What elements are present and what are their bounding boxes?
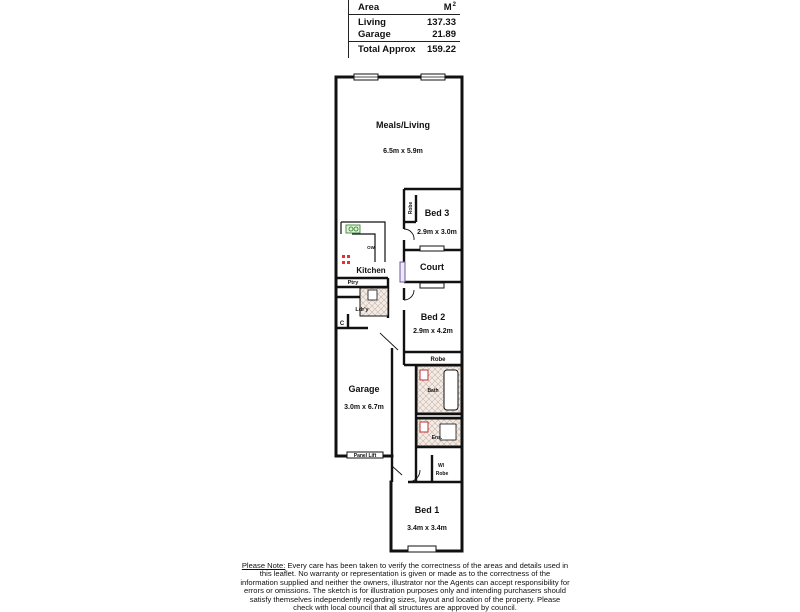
room-meals-living: Meals/Living [375, 120, 431, 130]
area-row-label: Garage [358, 29, 391, 40]
room-garage: Garage [348, 384, 380, 394]
window-top-right [421, 74, 445, 80]
trough-icon [368, 290, 377, 300]
window-bed3 [420, 246, 444, 251]
room-robe-bed2: Robe [430, 357, 446, 363]
room-ens: Ens. [431, 435, 443, 441]
bathtub-icon [444, 370, 458, 410]
room-wi: WI [437, 463, 445, 469]
room-bed3: Bed 3 [424, 208, 450, 218]
note-title: Please Note: [241, 561, 286, 570]
window-top-left [354, 74, 378, 80]
room-bed2: Bed 2 [420, 312, 446, 322]
area-header-unit: $M^2$ [443, 2, 456, 14]
label-panel-lift: Panel Lift [353, 453, 377, 459]
dims-bed1: 3.4m x 3.4m [407, 525, 447, 532]
area-row-label: Living [358, 17, 386, 28]
window-bed1 [408, 546, 436, 552]
room-bed1: Bed 1 [414, 505, 440, 515]
room-court: Court [420, 262, 444, 272]
room-laundry: Ldr'y [355, 307, 369, 313]
window-court [400, 262, 405, 282]
cooktop-icon [342, 255, 350, 264]
dims-bed2: 2.9m x 4.2m [413, 328, 453, 335]
label-ow: OW [367, 245, 375, 250]
room-robe-bed3: Robe [408, 201, 414, 215]
dims-meals-living: 6.5m x 5.9m [383, 148, 423, 155]
area-header-label: Area [358, 2, 380, 13]
shower-icon [440, 424, 456, 440]
area-row-value: 137.33 [426, 17, 456, 28]
area-total-label: Total Approx [358, 44, 416, 55]
dims-garage: 3.0m x 6.7m [344, 404, 384, 411]
room-wi-robe: Robe [435, 471, 449, 477]
room-bath: Bath [427, 388, 439, 394]
window-bed2 [420, 283, 444, 288]
dims-bed3: 2.9m x 3.0m [417, 229, 457, 236]
area-row-value: 21.89 [432, 29, 456, 40]
note-body: Every care has been taken to verify the correctness of the areas and details used in this leaflet. No warranty or representation is given or made as to the correctness of the information supplied and neither the owners, illustrator nor the Agents can accept responsibility for errors or omissions. The sketch is for illustration purposes only and intending purchasers should satisfy themselves independently regarding sizes, layout and location of the property. Please check with local council that all structures are approved by council. [240, 561, 570, 612]
toilet-icon [420, 370, 428, 380]
room-closet: C [339, 321, 345, 327]
toilet-icon [420, 422, 428, 432]
room-pantry: Ptry [347, 280, 359, 286]
disclaimer-note [240, 562, 570, 612]
area-total-value: 159.22 [426, 44, 456, 55]
room-kitchen: Kitchen [356, 266, 386, 275]
